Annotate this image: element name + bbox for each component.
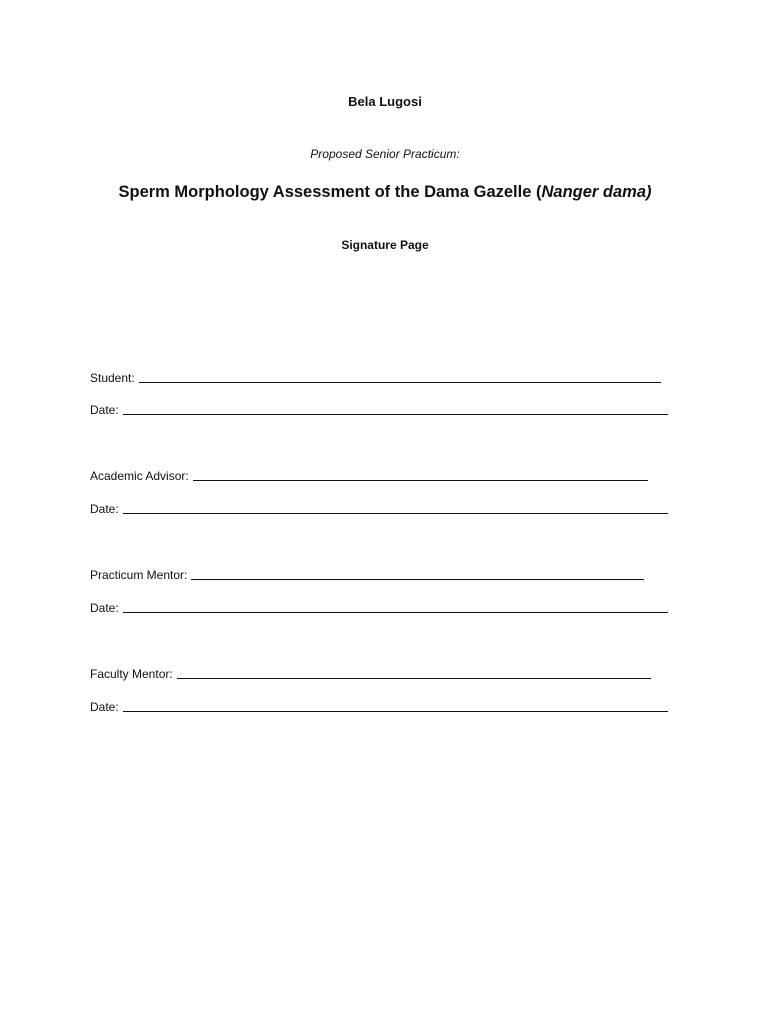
author-name: Bela Lugosi [348,94,422,109]
document-title [0,183,770,202]
practicum-mentor-date-label: Date: [90,601,119,615]
practicum-mentor-signature-line [90,566,644,582]
title-species: Nanger dama) [541,183,652,201]
practicum-mentor-date-line [90,599,668,615]
advisor-signature-line [90,467,648,483]
faculty-mentor-date-label: Date: [90,700,119,714]
advisor-label: Academic Advisor: [90,469,189,483]
title-main: Sperm Morphology Assessment of the Dama Gazelle ( [118,183,542,201]
student-signature-field [139,370,661,383]
faculty-mentor-date-line [90,698,668,714]
advisor-date-field [123,501,668,514]
student-label: Student: [90,371,135,385]
faculty-mentor-signature-field [177,666,651,679]
practicum-mentor-signature-field [191,567,644,580]
document-subtitle: Proposed Senior Practicum: [310,147,460,161]
advisor-date-line [90,500,668,516]
faculty-mentor-label: Faculty Mentor: [90,667,173,681]
student-date-field [123,402,668,415]
student-date-label: Date: [90,403,119,417]
practicum-mentor-label: Practicum Mentor: [90,568,188,582]
faculty-mentor-date-field [123,699,668,712]
practicum-mentor-date-field [123,600,668,613]
advisor-date-label: Date: [90,502,119,516]
signature-page-heading: Signature Page [341,238,429,252]
advisor-signature-field [193,468,648,481]
student-date-line [90,401,668,417]
faculty-mentor-signature-line [90,665,651,681]
student-signature-line [90,369,661,385]
